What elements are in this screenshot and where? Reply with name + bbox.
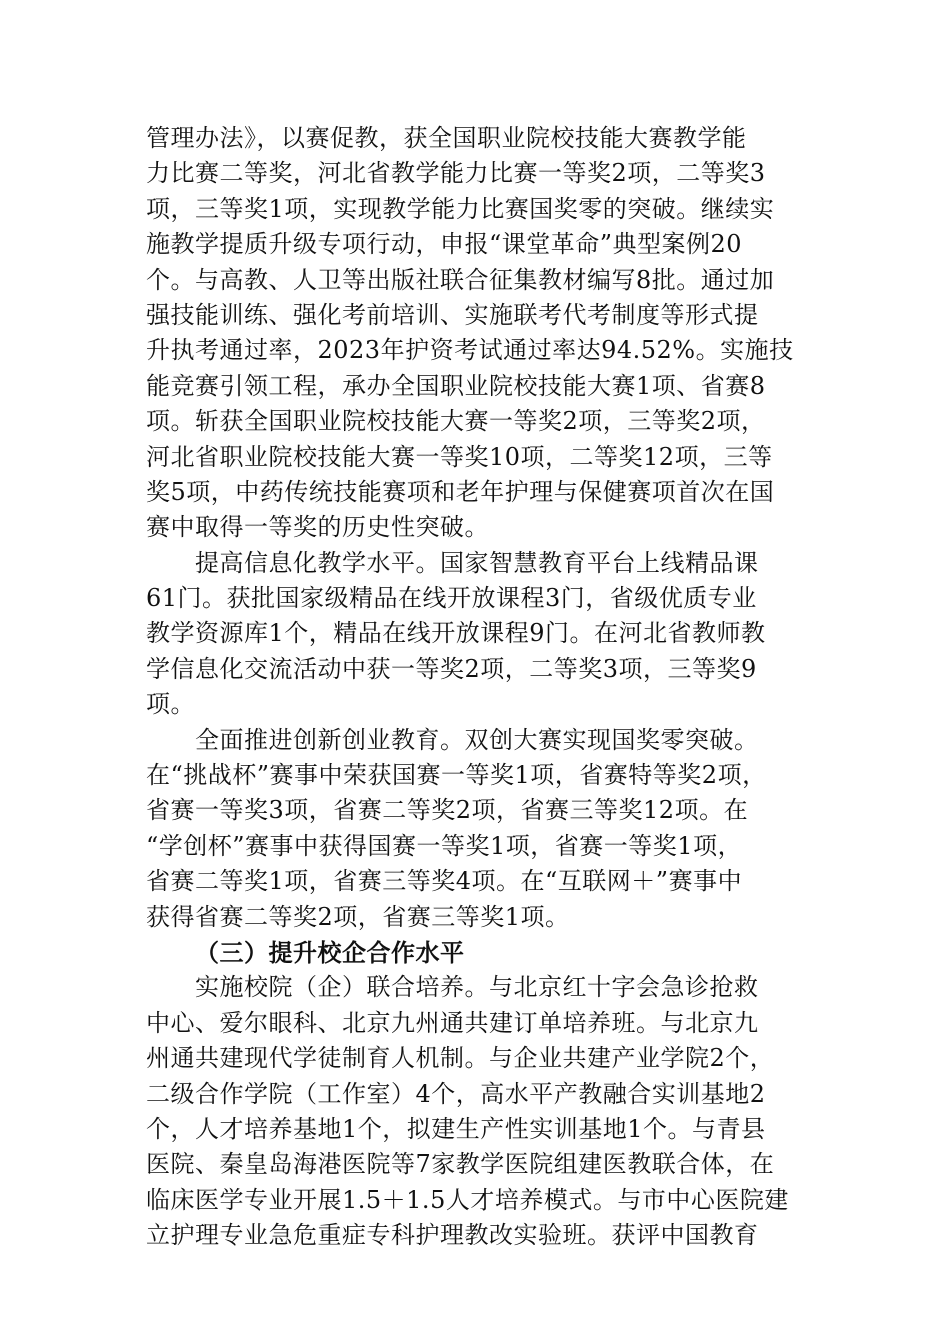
text-line: 学信息化交流活动中获一等奖2项，二等奖3项，三等奖9 [146,654,757,683]
document-body [146,121,828,1254]
text-line: 立护理专业急危重症专科护理教改实验班。获评中国教育 [146,1221,759,1250]
text-line: 个。与高教、人卫等出版社联合征集教材编写8批。通过加 [146,265,775,294]
text-line: 州通共建现代学徒制育人机制。与企业共建产业学院2个， [146,1044,775,1073]
text-line: 在“挑战杯”赛事中荣获国赛一等奖1项，省赛特等奖2项， [146,761,767,790]
text-line: 二级合作学院（工作室）4个，高水平产教融合实训基地2 [146,1079,766,1108]
text-line: 管理办法》，以赛促教，获全国职业院校技能大赛教学能 [146,124,747,152]
text-line: 获得省赛二等奖2项，省赛三等奖1项。 [146,902,570,931]
text-line: 河北省职业院校技能大赛一等奖10项，二等奖12项，三等 [146,442,773,471]
text-line: 赛中取得一等奖的历史性突破。 [146,513,489,542]
section-heading: （三）提升校企合作水平 [195,937,465,967]
text-line: 奖5项，中药传统技能赛项和老年护理与保健赛项首次在国 [146,477,775,506]
text-line: 能竞赛引领工程，承办全国职业院校技能大赛1项、省赛8 [146,371,766,400]
text-line: 升执考通过率，2023年护资考试通过率达94.52%。实施技 [146,336,794,365]
text-line: 医院、秦皇岛海港医院等7家教学医院组建医教联合体，在 [146,1150,775,1179]
text-line: 61门。获批国家级精品在线开放课程3门，省级优质专业 [146,584,757,613]
text-line: 教学资源库1个，精品在线开放课程9门。在河北省教师教 [146,619,766,648]
text-line: 项，三等奖1项，实现教学能力比赛国奖零的突破。继续实 [146,194,775,223]
text-line: 项。斩获全国职业院校技能大赛一等奖2项，三等奖2项， [146,407,766,436]
paragraph-start-line: 实施校院（企）联合培养。与北京红十字会急诊抢救 [195,973,759,1002]
text-line: 力比赛二等奖，河北省教学能力比赛一等奖2项，二等奖3 [146,159,766,188]
text-line: 个，人才培养基地1个，拟建生产性实训基地1个。与青县 [146,1114,766,1143]
text-line: 项。 [146,690,195,719]
text-line: 省赛一等奖3项，省赛二等奖2项，省赛三等奖12项。在 [146,796,749,825]
text-line: 施教学提质升级专项行动，申报“课堂革命”典型案例20 [146,230,743,259]
paragraph-start-line: 全面推进创新创业教育。双创大赛实现国奖零突破。 [195,725,759,754]
text-line: 中心、爱尔眼科、北京九州通共建订单培养班。与北京九 [146,1008,759,1037]
text-line: 强技能训练、强化考前培训、实施联考代考制度等形式提 [146,300,759,329]
text-line: 省赛二等奖1项，省赛三等奖4项。在“互联网＋”赛事中 [146,867,743,896]
paragraph-start-line: 提高信息化教学水平。国家智慧教育平台上线精品课 [195,548,759,577]
text-line: “学创杯”赛事中获得国赛一等奖1项，省赛一等奖1项， [146,831,743,860]
text-line: 临床医学专业开展1.5＋1.5人才培养模式。与市中心医院建 [146,1185,789,1214]
